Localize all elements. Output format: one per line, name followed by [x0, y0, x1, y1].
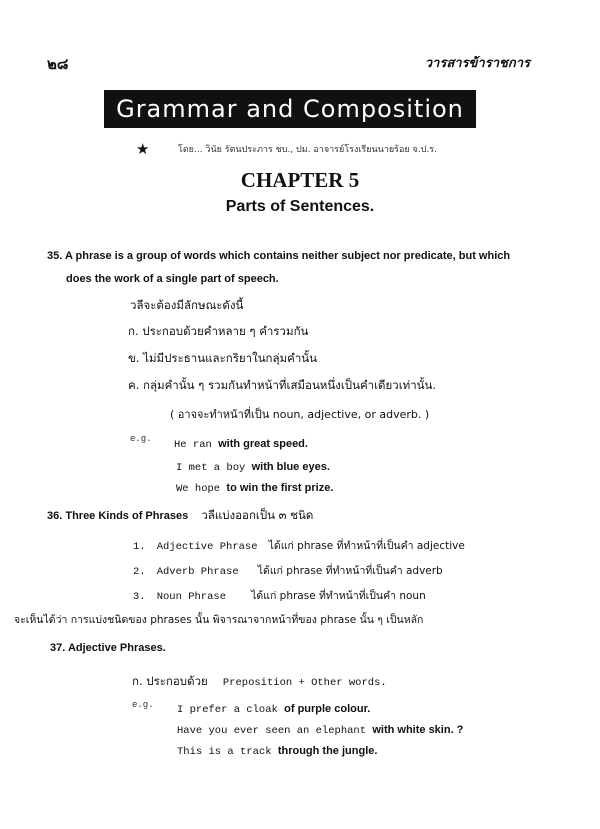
s36-footnote: จะเห็นได้ว่า การแบ่งชนิดของ phrases นั้น พิจารณาจากหน้าที่ของ phrase นั้น ๆ เป็นหลัก [14, 614, 424, 626]
s37-example: This is a track through the jungle. [177, 745, 378, 758]
s37-rule: ก. ประกอบด้วย Preposition + Other words. [132, 674, 387, 689]
chapter-subtitle: Parts of Sentences. [225, 198, 375, 215]
s35-eg-label: e.g. [130, 434, 152, 444]
s36-heading-thai: วลีแบ่งออกเป็น ๓ ชนิด [201, 508, 314, 522]
chapter-title: CHAPTER 5 [240, 168, 360, 192]
s35-item: ก. ประกอบด้วยคำหลาย ๆ คำรวมกัน [128, 324, 309, 338]
star-icon: ★ [136, 140, 150, 158]
s36-kind: 2. Adverb Phrase ได้แก่ phrase ที่ทำหน้าที่เป็นคำ adverb [133, 565, 443, 578]
s35-example: He ran with great speed. [174, 438, 308, 451]
page-number: ๒๘ [47, 55, 69, 73]
s37-heading: 37. Adjective Phrases. [50, 642, 166, 654]
s35-item: ค. กลุ่มคำนั้น ๆ รวมกันทำหน้าที่เสมือนหนึ่งเป็นคำเดียวเท่านั้น. [128, 378, 437, 392]
s36-kind: 1. Adjective Phrase ได้แก่ phrase ที่ทำหน้าที่เป็นคำ adjective [133, 540, 465, 553]
s35-thai-intro: วลีจะต้องมีลักษณะดังนี้ [130, 298, 244, 312]
s36-kind: 3. Noun Phrase ได้แก่ phrase ที่ทำหน้าที่เป็นคำ noun [133, 590, 426, 603]
s35-example: I met a boy with blue eyes. [176, 461, 330, 474]
s37-example: I prefer a cloak of purple colour. [177, 703, 371, 716]
s35-example: We hope to win the first prize. [176, 482, 334, 495]
author-byline: โดย... วินัย รัตนประภาร ชบ., ปม. อาจารย์โรงเรียนนายร้อย จ.ป.ร. [178, 145, 437, 155]
s35-note: ( อาจจะทำหน้าที่เป็น noun, adjective, or adverb. ) [170, 408, 430, 421]
section-banner [104, 90, 476, 128]
banner-title: Grammar and Composition [116, 95, 464, 123]
journal-name: วารสารข้าราชการ [424, 56, 530, 71]
s37-eg-label: e.g. [132, 700, 154, 710]
s37-example: Have you ever seen an elephant with white skin. ? [177, 724, 464, 737]
s36-heading-row [47, 504, 313, 525]
s35-definition-line1: 35. A phrase is a group of words which contains neither subject nor predicate, but which [47, 250, 511, 262]
s35-definition-line2: does the work of a single part of speech. [66, 273, 279, 285]
s35-item: ข. ไม่มีประธานและกริยาในกลุ่มคำนั้น [128, 351, 318, 365]
s36-heading: 36. Three Kinds of Phrases [47, 510, 189, 522]
